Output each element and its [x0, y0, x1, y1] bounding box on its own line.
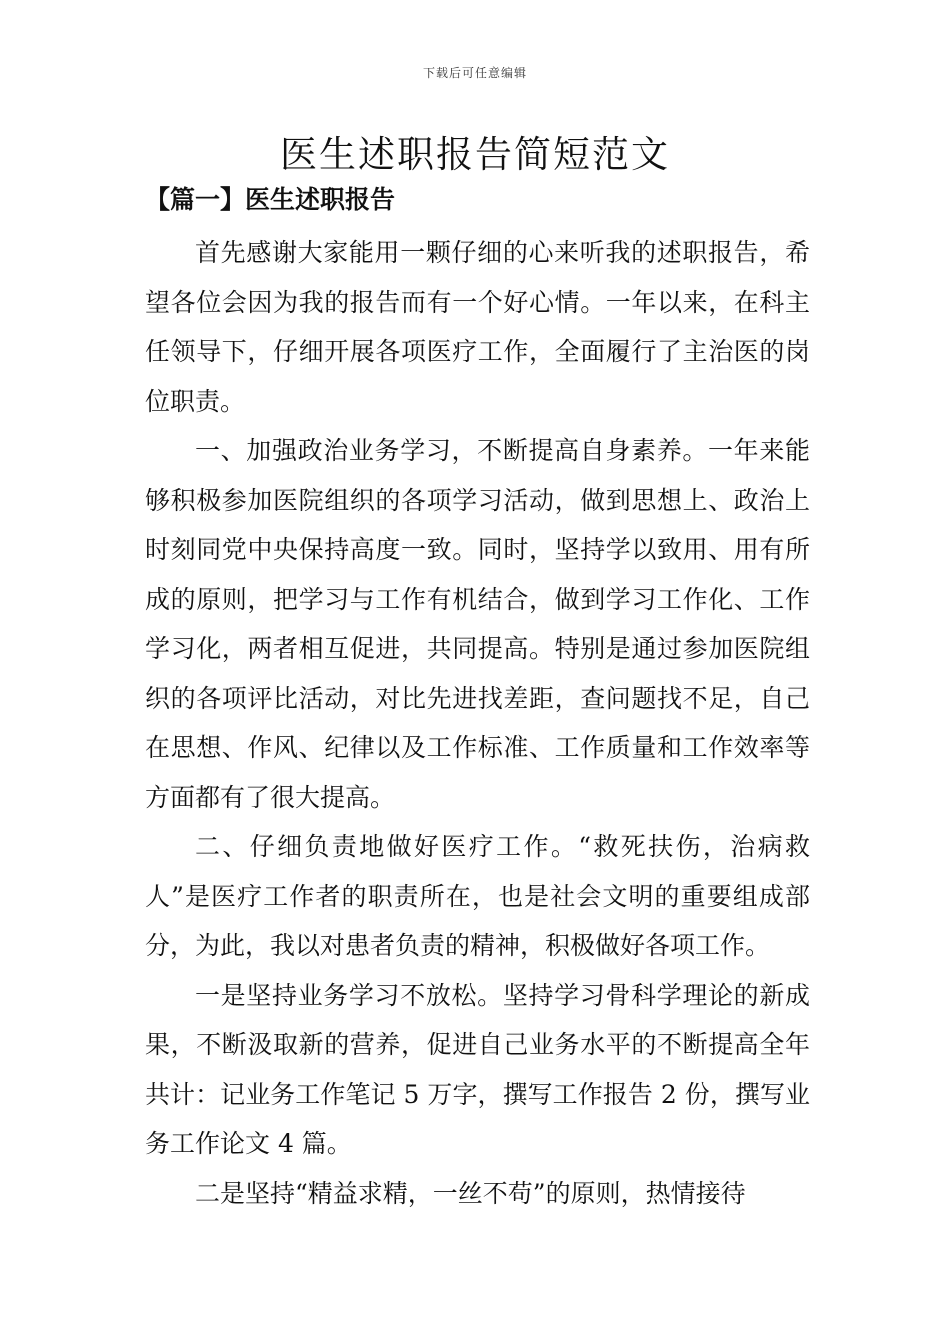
header-note: 下载后可任意编辑 — [422, 66, 527, 80]
document-title: 医生述职报告简短范文 — [280, 133, 670, 176]
paragraph-5: 二是坚持“精益求精，一丝不苟”的原则，热情接待 — [195, 1178, 746, 1208]
paragraph-1: 首先感谢大家能用一颗仔细的心来听我的述职报告，希望各位会因为我的报告而有一个好心情。一年以来，在科主任领导下，仔细开展各项医疗工作，全面履行了主治医的岗位职责。 — [145, 238, 810, 416]
section-heading: 【篇一】医生述职报告 — [145, 185, 396, 214]
document-body — [145, 228, 810, 1218]
paragraph-3: 二、仔细负责地做好医疗工作。“救死扶伤，治病救人”是医疗工作者的职责所在，也是社会文明的重要组成部分，为此，我以对患者负责的精神，积极做好各项工作。 — [145, 832, 810, 960]
paragraph-4: 一是坚持业务学习不放松。坚持学习骨科学理论的新成果，不断汲取新的营养，促进自己业务水平的不断提高全年共计：记业务工作笔记 5 万字，撰写工作报告 2 份，撰写业务工作论文 4 篇。 — [145, 980, 810, 1158]
paragraph-2: 一、加强政治业务学习，不断提高自身素养。一年来能够积极参加医院组织的各项学习活动，做到思想上、政治上时刻同党中央保持高度一致。同时，坚持学以致用、用有所成的原则，把学习与工作有机结合，做到学习工作化、工作学习化，两者相互促进，共同提高。特别是通过参加医院组织的各项评比活动，对比先进找差距，查问题找不足，自己在思想、作风、纪律以及工作标准、工作质量和工作效率等方面都有了很大提高。 — [145, 436, 810, 812]
